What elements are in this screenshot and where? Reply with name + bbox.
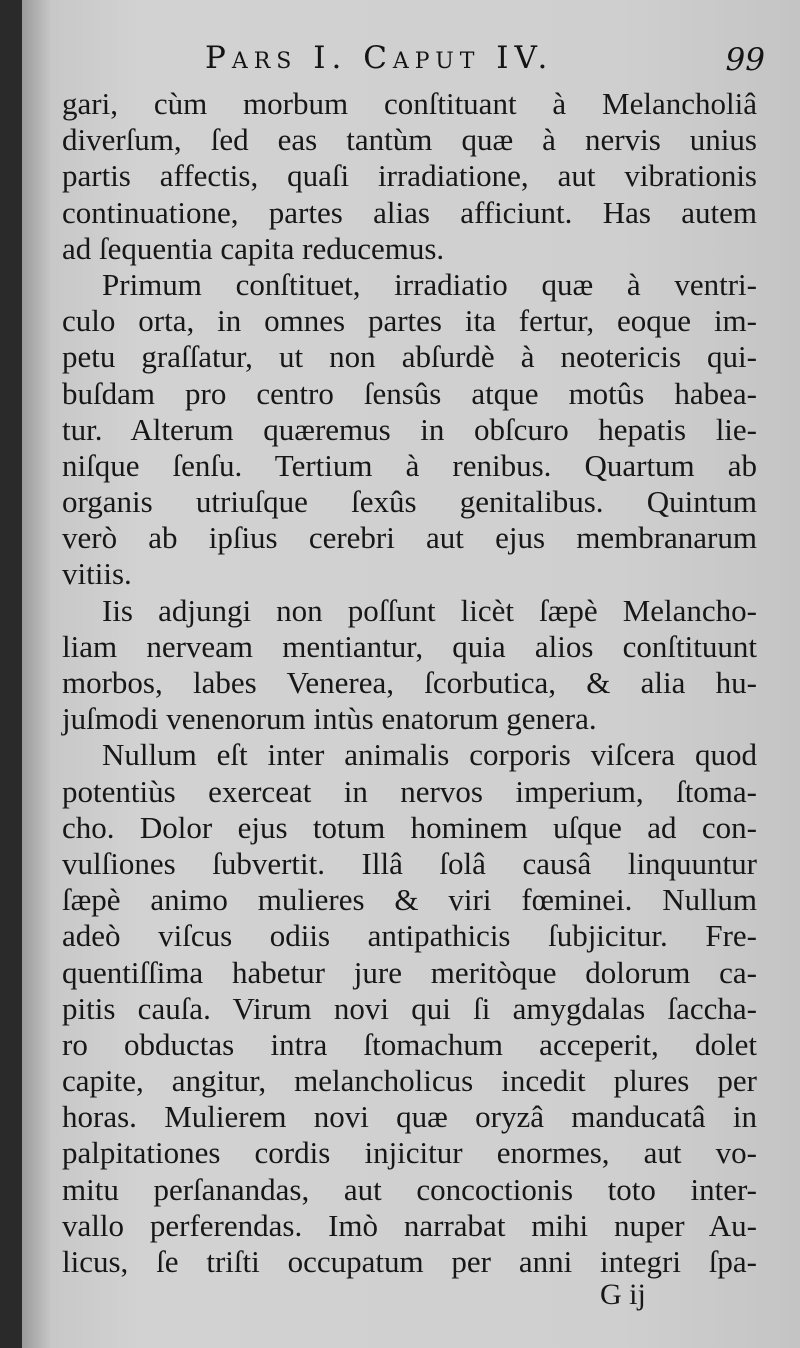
text-line: pitis cauſa. Virum novi qui ſi amygdalas ſaccha- bbox=[62, 990, 757, 1026]
text-line: quentiſſima habetur jure meritòque dolorum ca- bbox=[62, 954, 757, 990]
text-line: ſæpè animo mulieres & viri fœminei. Nullum bbox=[62, 882, 757, 918]
paragraph bbox=[62, 267, 757, 593]
text-line: tur. Alterum quæremus in obſcuro hepatis lie- bbox=[62, 411, 757, 447]
paragraph bbox=[62, 86, 757, 267]
text-line: adeò viſcus odiis antipathicis ſubjicitur. Fre- bbox=[62, 918, 757, 954]
book-page bbox=[22, 0, 800, 1348]
page-number: 99 bbox=[725, 42, 765, 78]
text-line: morbos, labes Venerea, ſcorbutica, & alia hu- bbox=[62, 665, 757, 700]
text-line: capite, angitur, melancholicus incedit plures per bbox=[62, 1063, 757, 1099]
body-text bbox=[62, 86, 757, 1280]
text-line: verò ab ipſius cerebri aut ejus membranarum bbox=[62, 520, 757, 556]
text-line: culo orta, in omnes partes ita fertur, eoque im- bbox=[62, 303, 757, 339]
text-line: vulſiones ſubvertit. Illâ ſolâ causâ linquuntur bbox=[62, 845, 757, 881]
text-line: horas. Mulierem novi quæ oryzâ manducatâ in bbox=[62, 1099, 757, 1135]
text-line: potentiùs exerceat in nervos imperium, ſtoma- bbox=[62, 773, 757, 809]
text-line: licus, ſe triſti occupatum per anni integri ſpa- bbox=[62, 1244, 757, 1279]
text-line: liam nerveam mentiantur, quia alios conſtituunt bbox=[62, 628, 757, 664]
text-line: organis utriuſque ſexûs genitalibus. Quintum bbox=[62, 484, 757, 520]
text-line: palpitationes cordis injicitur enormes, aut vo- bbox=[62, 1135, 757, 1171]
text-line: ro obductas intra ſtomachum acceperit, dolet bbox=[62, 1026, 757, 1062]
text-line: mitu perſanandas, aut concoctionis toto inter- bbox=[62, 1171, 757, 1207]
text-line: Iis adjungi non poſſunt licèt ſæpè Melancho- bbox=[102, 592, 757, 628]
page-header bbox=[205, 40, 765, 84]
text-line: vallo perferendas. Imò narrabat mihi nuper Au- bbox=[62, 1207, 757, 1243]
running-title: Pars I. Caput IV. bbox=[205, 40, 554, 76]
text-line: buſdam pro centro ſensûs atque motûs habea- bbox=[62, 375, 757, 411]
text-line: vitiis. bbox=[62, 556, 132, 592]
text-line: Nullum eſt inter animalis corporis viſcera quod bbox=[102, 737, 757, 773]
text-line: niſque ſenſu. Tertium à renibus. Quartum ab bbox=[62, 447, 757, 483]
text-line: diverſum, ſed eas tantùm quæ à nervis unius bbox=[62, 122, 757, 158]
text-line: ad ſequentia capita reducemus. bbox=[62, 230, 445, 266]
text-line: juſmodi venenorum intùs enatorum genera. bbox=[62, 701, 597, 737]
text-line: partis affectis, quaſi irradiatione, aut vibrationis bbox=[62, 158, 757, 194]
signature-mark: G ij bbox=[600, 1278, 646, 1311]
text-line: cho. Dolor ejus totum hominem uſque ad con- bbox=[62, 809, 757, 845]
text-line: petu graſſatur, ut non abſurdè à neotericis qui- bbox=[62, 339, 757, 375]
paragraph bbox=[62, 593, 757, 738]
paragraph bbox=[62, 737, 757, 1280]
text-line: continuatione, partes alias afficiunt. Has autem bbox=[62, 194, 757, 230]
text-line: gari, cùm morbum conſtituant à Melancholiâ bbox=[62, 86, 757, 121]
text-line: Primum conſtituet, irradiatio quæ à ventri- bbox=[102, 266, 757, 302]
